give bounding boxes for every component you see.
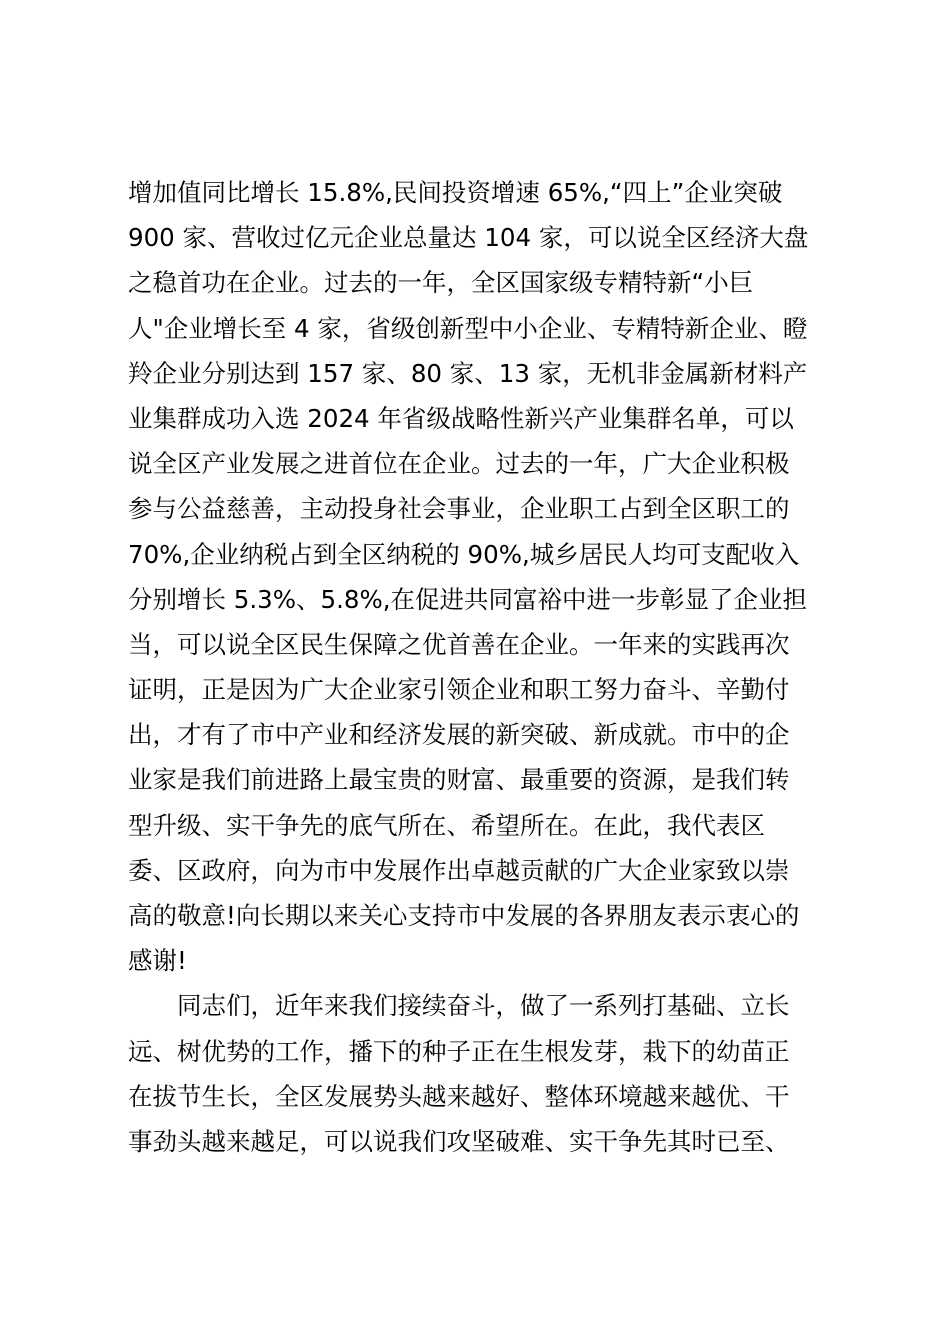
text-line: 同志们，近年来我们接续奋斗，做了一系列打基础、立长 (128, 991, 790, 1021)
text-line: 人"企业增长至 4 家，省级创新型中小企业、专精特新企业、瞪 (128, 313, 808, 343)
text-line: 感谢! (128, 946, 187, 976)
text-line: 出，才有了市中产业和经济发展的新突破、新成就。市中的企 (128, 720, 790, 750)
text-line: 业集群成功入选 2024 年省级战略性新兴产业集群名单，可以 (128, 403, 794, 433)
text-line: 增加值同比增长 15.8%,民间投资增速 65%,“四上”企业突破 (128, 178, 783, 207)
text-line: 在拔节生长，全区发展势头越来越好、整体环境越来越优、干 (128, 1081, 790, 1111)
text-line: 远、树优势的工作，播下的种子正在生根发芽，栽下的幼苗正 (128, 1036, 790, 1066)
text-line: 事劲头越来越足，可以说我们攻坚破难、实干争先其时已至、 (128, 1126, 790, 1156)
text-line: 分别增长 5.3%、5.8%,在促进共同富裕中进一步彰显了企业担 (128, 584, 808, 614)
text-line: 业家是我们前进路上最宝贵的财富、最重要的资源，是我们转 (128, 765, 790, 795)
text-line: 说全区产业发展之进首位在企业。过去的一年，广大企业积极 (128, 449, 790, 479)
text-line: 型升级、实干争先的底气所在、希望所在。在此，我代表区 (128, 810, 765, 840)
text-line: 委、区政府，向为市中发展作出卓越贡献的广大企业家致以崇 (128, 855, 790, 885)
text-line: 证明，正是因为广大企业家引领企业和职工努力奋斗、辛勤付 (128, 675, 790, 705)
text-line: 参与公益慈善，主动投身社会事业，企业职工占到全区职工的 (128, 494, 790, 524)
text-line: 羚企业分别达到 157 家、80 家、13 家，无机非金属新材料产 (128, 358, 808, 388)
text-line: 70%,企业纳税占到全区纳税的 90%,城乡居民人均可支配收入 (128, 539, 800, 569)
text-line: 900 家、营收过亿元企业总量达 104 家，可以说全区经济大盘 (128, 223, 809, 253)
body-text (128, 170, 848, 1164)
text-line: 之稳首功在企业。过去的一年，全区国家级专精特新“小巨 (128, 268, 754, 298)
text-line: 当，可以说全区民生保障之优首善在企业。一年来的实践再次 (128, 629, 790, 659)
text-line: 高的敬意!向长期以来关心支持市中发展的各界朋友表示衷心的 (128, 901, 800, 930)
